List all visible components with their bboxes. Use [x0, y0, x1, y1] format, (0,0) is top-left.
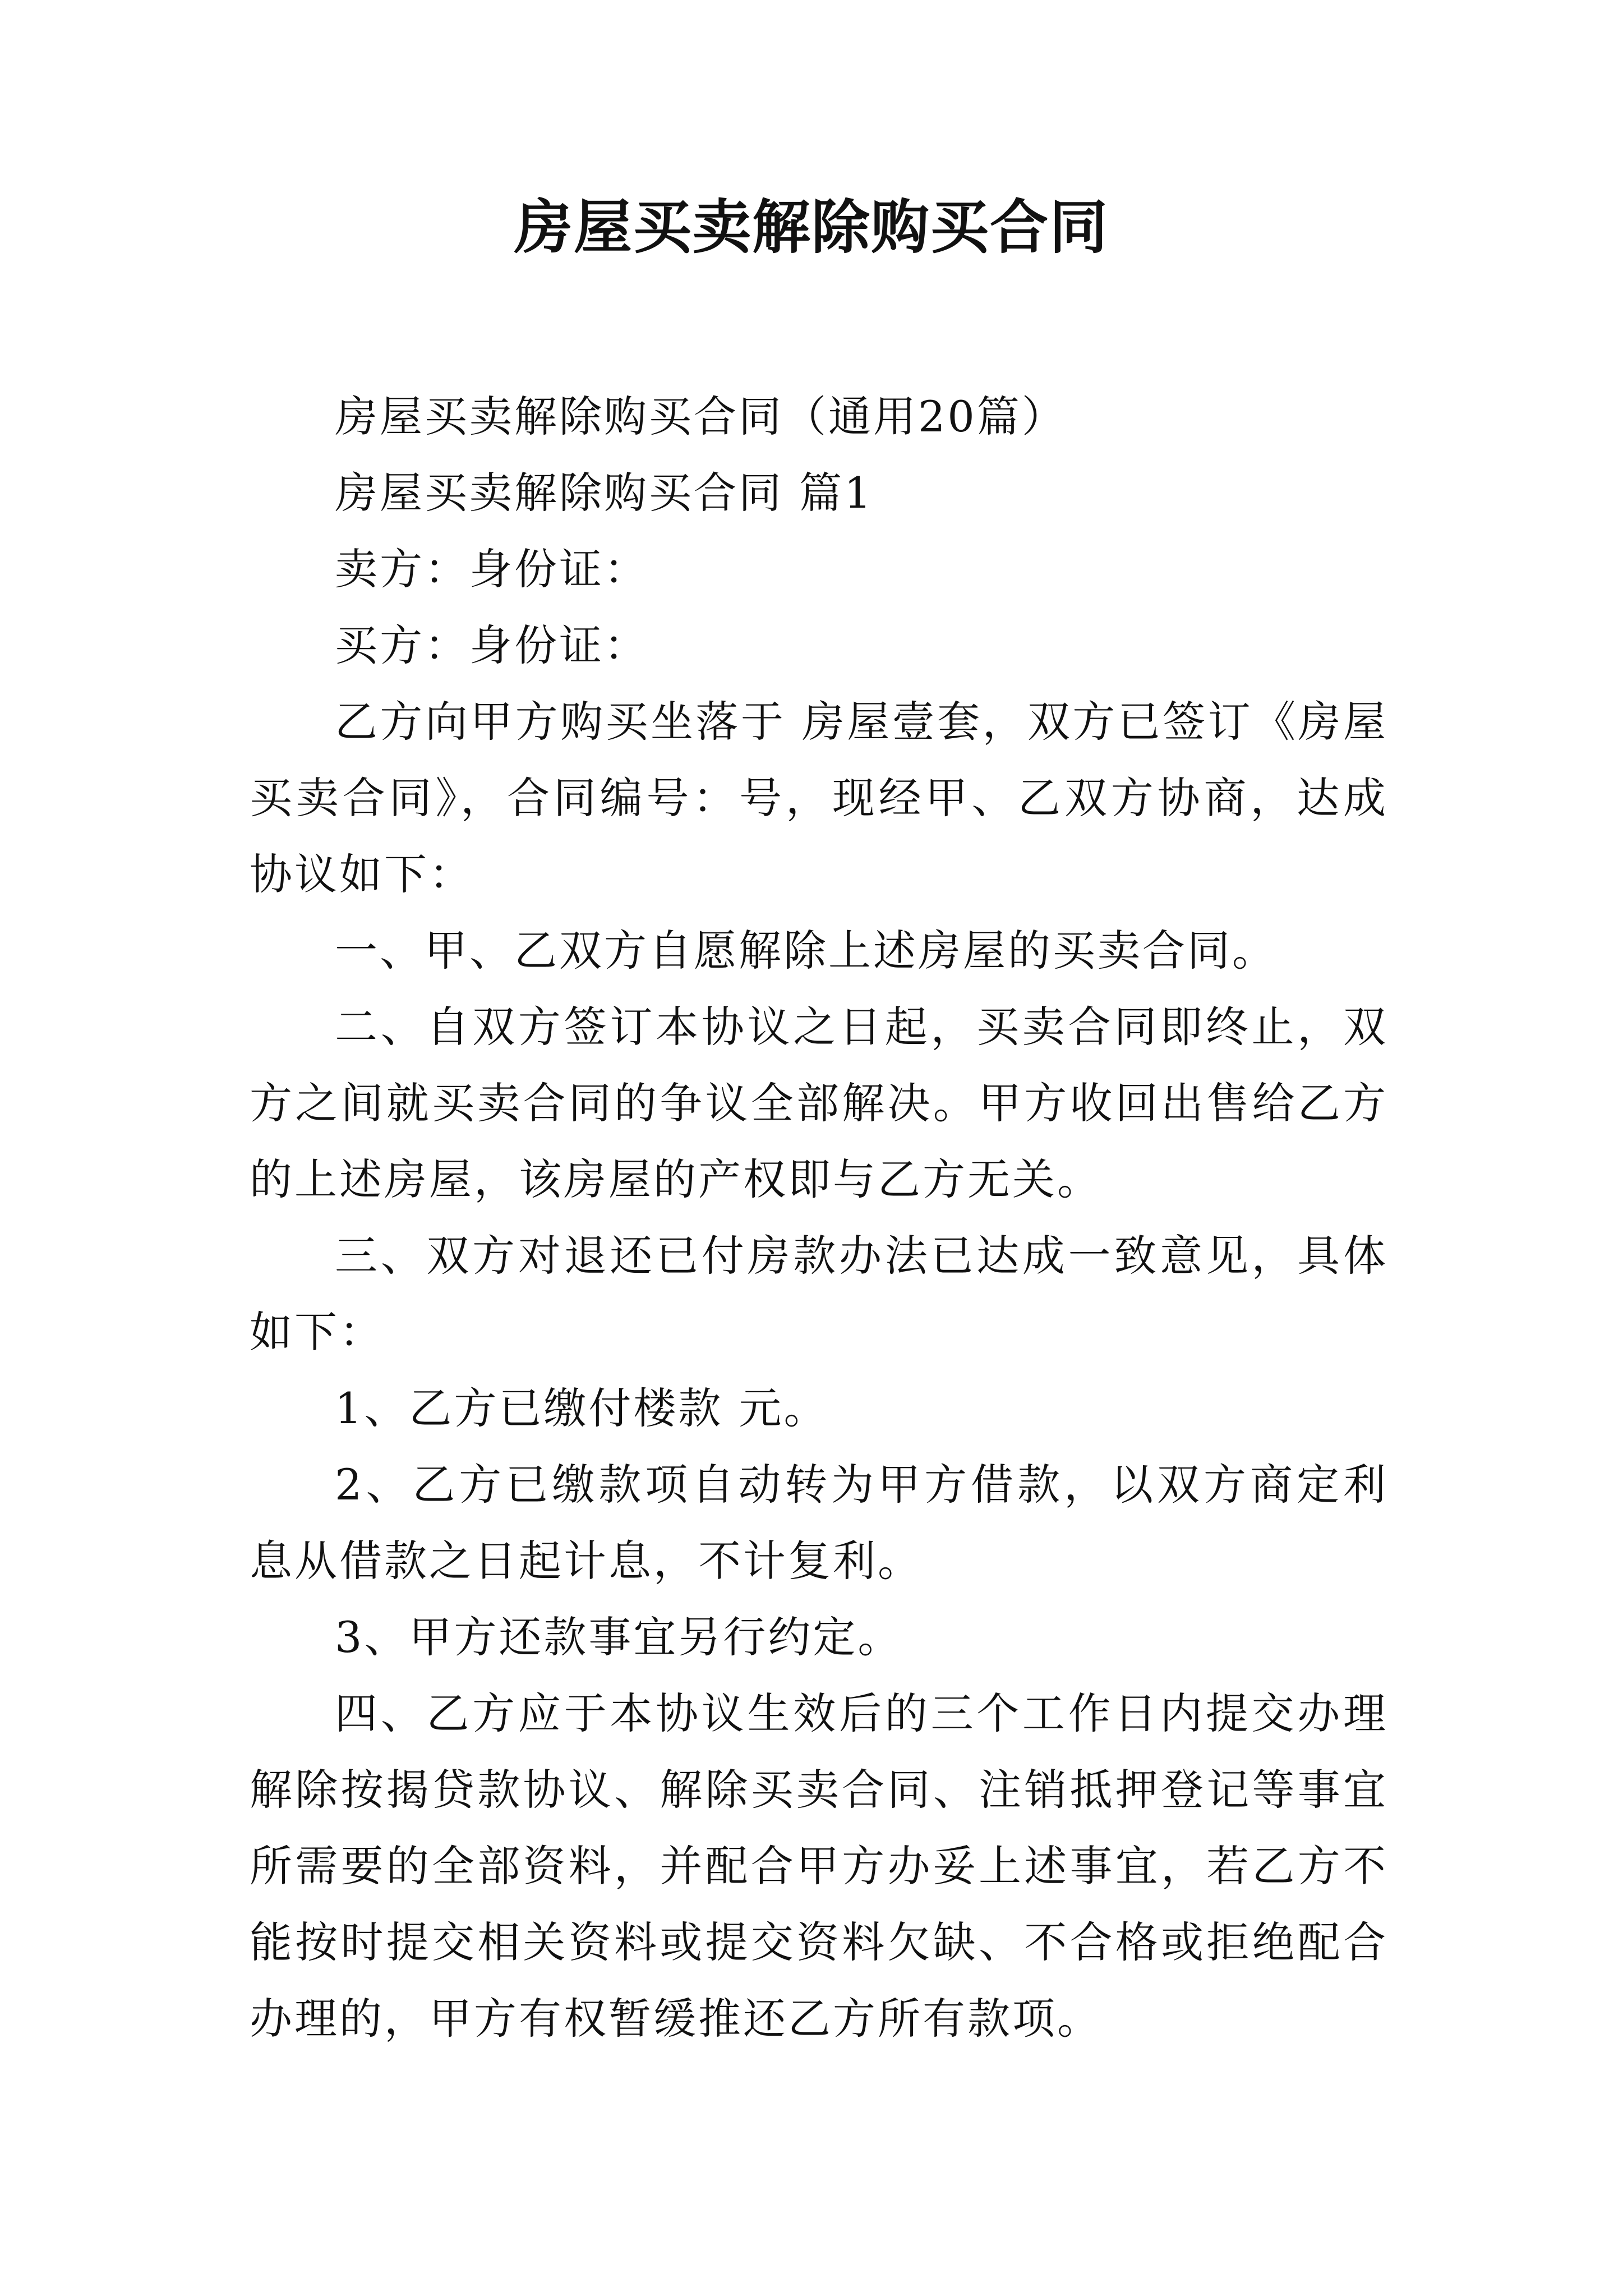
- paragraph-clause-4: 四、乙方应于本协议生效后的三个工作日内提交办理解除按揭贷款协议、解除买卖合同、注销抵押登记等事宜所需要的全部资料，并配合甲方办妥上述事宜，若乙方不能按时提交相关资料或提交资料欠缺、不合格或拒绝配合办理的，甲方有权暂缓推还乙方所有款项。: [250, 1688, 1388, 2044]
- paragraph-clause-3: 三、双方对退还已付房款办法已达成一致意见，具体如下：: [250, 1231, 1388, 1357]
- paragraph-subtitle: 房屋买卖解除购买合同（通用20篇）: [335, 392, 1067, 441]
- paragraph-item-2: 2、乙方已缴款项自动转为甲方借款，以双方商定利息从借款之日起计息，不计复利。: [250, 1460, 1388, 1586]
- paragraph-clause-2: 二、自双方签订本协议之日起，买卖合同即终止，双方之间就买卖合同的争议全部解决。甲方收回出售给乙方的上述房屋，该房屋的产权即与乙方无关。: [250, 1002, 1388, 1204]
- paragraph-item-1: 1、乙方已缴付楼款 元。: [335, 1383, 829, 1433]
- paragraph-seller: 卖方：身份证：: [335, 544, 649, 594]
- paragraph-clause-1: 一、甲、乙双方自愿解除上述房屋的买卖合同。: [335, 926, 1277, 976]
- document-title: 房屋买卖解除购买合同: [514, 193, 1109, 261]
- paragraph-item-3: 3、甲方还款事宜另行约定。: [335, 1612, 903, 1662]
- paragraph-section-heading: 房屋买卖解除购买合同 篇1: [335, 468, 874, 518]
- paragraph-buyer: 买方：身份证：: [335, 620, 649, 670]
- paragraph-preamble: 乙方向甲方购买坐落于 房屋壹套，双方已签订《房屋买卖合同》，合同编号：号，现经甲、乙双方协商，达成协议如下：: [250, 697, 1388, 899]
- document-body: [250, 379, 1388, 2057]
